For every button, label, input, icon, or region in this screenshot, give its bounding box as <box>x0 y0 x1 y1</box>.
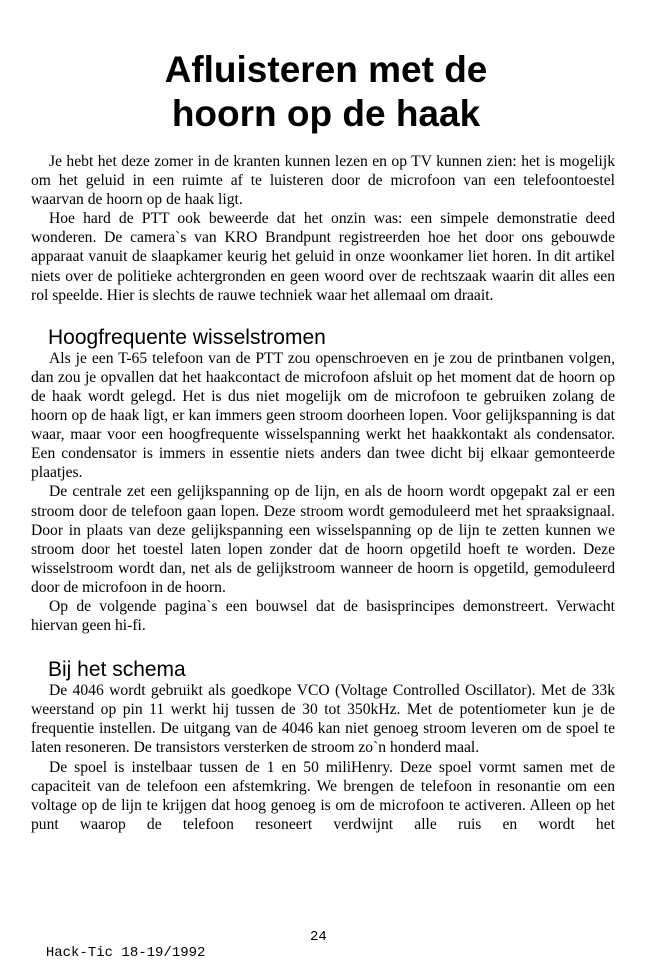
section-heading-hoogfrequente: Hoogfrequente wisselstromen <box>48 325 326 349</box>
section1-paragraph-3: Op de volgende pagina`s een bouwsel dat de basisprincipes demonstreert. Verwacht hiervan geen hi-fi. <box>31 597 615 635</box>
section1-paragraph-1: Als je een T-65 telefoon van de PTT zou openschroeven en je zou de printbanen volgen, dan zou je opvallen dat het haakcontact de microfoon afsluit op het moment dat de hoorn op de haak wordt gelegd. Het is dus niet mogelijk om de microfoon te gebruiken zolang de hoorn op de haak ligt, er kan immers geen stroom doorheen lopen. Voor gelijkspanning is dat waar, maar voor een hoogfrequente wisselspanning werkt het haakkontakt als condensator. Een condensator is immers in essentie niets anders dan twee dicht bij elkaar gemonteerde plaatjes. <box>31 349 615 482</box>
publication-label: Hack-Tic 18-19/1992 <box>45 945 206 961</box>
section-heading-schema: Bij het schema <box>48 658 186 682</box>
article-body <box>31 152 615 834</box>
page-footer <box>29 929 327 977</box>
section2-paragraph-2: De spoel is instelbaar tussen de 1 en 50 miliHenry. Deze spoel vormt samen met de capaciteit van de telefoon een afstemkring. We brengen de telefoon in resonantie om een voltage op de lijn te krijgen dat hoog genoeg is om de microfoon te activeren. Alleen op het punt waarop de telefoon resoneert verdwijnt alle ruis en wordt het <box>31 758 615 833</box>
intro-paragraph-2: Hoe hard de PTT ook beweerde dat het onzin was: een simpele demonstratie deed wonderen. De camera`s van KRO Brandpunt registreerden hoe het door ons gebouwde apparaat vanuit de slaapkamer keurig het geluid in onze woonkamer liet horen. In dit artikel niets over de politieke achtergronden en geen woord over de rechtszaak waarin dit alles een rol speelde. Hier is slechts de rauwe techniek waar het allemaal om draait. <box>31 210 615 304</box>
article-title-line-1: Afluisteren met de <box>164 49 488 90</box>
article-title-line-2: hoorn op de haak <box>171 93 481 134</box>
section1-paragraph-2: De centrale zet een gelijkspanning op de lijn, en als de hoorn wordt opgepakt zal er een stroom door de telefoon gaan lopen. Deze stroom wordt gemoduleerd met het spraaksignaal. Door in plaats van deze gelijkspanning een wisselspanning op de lijn te zetten kunnen we stroom door het toestel laten lopen zonder dat de hoorn opgetild hoeft te worden. Deze wisselstroom wordt dan, net als de gelijkstroom wanneer de hoorn is opgetild, gemoduleerd door de microfoon in de hoorn. <box>31 483 615 596</box>
article-title <box>0 48 652 136</box>
intro-paragraph-1: Je hebt het deze zomer in de kranten kunnen lezen en op TV kunnen zien: het is mogelijk om het geluid in een ruimte af te luisteren door de microfoon van een telefoontoestel waarvan de hoorn op de haak ligt. <box>31 153 615 209</box>
page-number: 24 <box>310 929 327 945</box>
section2-paragraph-1: De 4046 wordt gebruikt als goedkope VCO (Voltage Controlled Oscillator). Met de 33k weerstand op pin 11 werkt hij tussen de 30 tot 350kHz. Met de potentiometer kun je de frequentie instellen. De uitgang van de 4046 kan niet genoeg stroom leveren om de spoel te laten resoneren. De transistors versterken de stroom zo`n honderd maal. <box>31 682 615 757</box>
